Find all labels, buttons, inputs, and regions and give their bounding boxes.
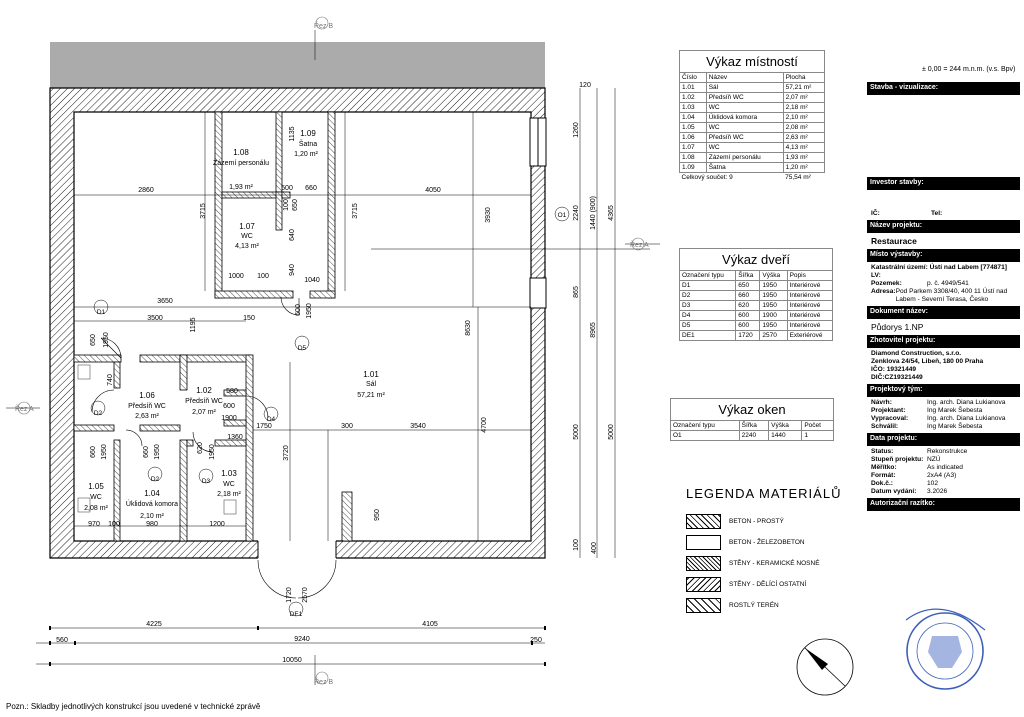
room-area: 2,18 m² <box>217 491 241 498</box>
site-body: Katastrální území: Ústí nad Labem [774871] LV: Pozemek: p. č. 4949/541 Adresa: Pod Parkem 3308/40, 400 11 Ústí nad Labem - Severní Terasa, Česko <box>871 264 1008 303</box>
legend-item: STĚNY - DĚLÍCÍ OSTATNÍ <box>686 574 841 595</box>
room-area: 2,07 m² <box>192 409 216 416</box>
svg-text:660: 660 <box>143 446 150 458</box>
section-mark-b-bottom: Řez B <box>314 679 334 686</box>
svg-text:2860: 2860 <box>138 187 154 194</box>
svg-text:100: 100 <box>108 521 120 528</box>
room-id: 1.05 <box>88 482 104 491</box>
legend-item: BETON - ŽELEZOBETON <box>686 532 841 553</box>
site-header: Místo výstavby: <box>867 249 1020 262</box>
room-name: Úklidová komora <box>125 501 179 508</box>
door-tag: D2 <box>93 410 103 417</box>
svg-text:3715: 3715 <box>200 203 207 219</box>
svg-text:560: 560 <box>56 637 68 644</box>
room-name: Předsíň WC <box>128 403 166 410</box>
room-area: 2,10 m² <box>140 513 164 520</box>
svg-text:4105: 4105 <box>422 621 438 628</box>
room-area: 2,63 m² <box>135 413 159 420</box>
svg-text:4050: 4050 <box>425 187 441 194</box>
svg-text:2240: 2240 <box>573 205 580 221</box>
svg-text:970: 970 <box>88 521 100 528</box>
window-schedule: Výkaz oken Označení typu Šířka Výška Počet O1 2240 1440 1 <box>670 398 834 441</box>
svg-text:1040: 1040 <box>304 277 320 284</box>
room-name: Zázemí personálu <box>212 160 270 167</box>
svg-text:250: 250 <box>530 637 542 644</box>
contractor-body: Diamond Construction, s.r.o. Zenklova 24/54, Libeň, 180 00 Praha IČO: 19321449 DIČ:CZ19321449 <box>871 350 984 381</box>
room-schedule-title: Výkaz místností <box>679 50 825 72</box>
dimension-texts <box>56 82 591 664</box>
section-mark-a-right: Řez A <box>630 242 649 249</box>
investor-body: IČ: Tel: <box>871 210 943 217</box>
document-header: Dokument název: <box>867 306 1020 319</box>
svg-text:1360: 1360 <box>227 434 243 441</box>
stavba-header: Stavba - vizualizace: <box>867 82 1020 95</box>
section-mark-b-top: Řez B <box>314 23 334 30</box>
section-mark-a-left: Řez A <box>15 406 34 413</box>
svg-text:1260: 1260 <box>573 122 580 138</box>
svg-text:660: 660 <box>305 185 317 192</box>
room-area: 57,21 m² <box>357 392 385 399</box>
room-id: 1.04 <box>144 489 160 498</box>
svg-text:500: 500 <box>281 185 293 192</box>
room-name: Sál <box>365 381 377 388</box>
door-tag: DE1 <box>289 611 303 618</box>
room-id: 1.09 <box>300 129 316 138</box>
svg-text:3715: 3715 <box>352 203 359 219</box>
svg-text:1750: 1750 <box>256 423 272 430</box>
svg-text:650: 650 <box>292 199 299 211</box>
project-header: Název projektu: <box>867 220 1020 233</box>
svg-text:400: 400 <box>591 542 598 554</box>
svg-text:5000: 5000 <box>608 424 615 440</box>
svg-text:650: 650 <box>90 334 97 346</box>
room-name: Předsíň WC <box>185 398 223 405</box>
door-schedule: Výkaz dveří Označení typu Šířka Výška Popis D1 650 1950 Interiérové D2 660 1950 Interiérové D3 620 1950 Interiérové D4 600 1900 Interiérové D5 600 1950 Interiérové DE1 1720 2570 Exteriérové <box>679 248 833 341</box>
room-id: 1.07 <box>239 222 255 231</box>
svg-text:300: 300 <box>341 423 353 430</box>
svg-text:8965: 8965 <box>590 322 597 338</box>
svg-text:1200: 1200 <box>209 521 225 528</box>
room-name: WC <box>241 233 253 240</box>
svg-text:1720: 1720 <box>286 587 293 603</box>
svg-text:580: 580 <box>226 388 238 395</box>
room-id: 1.06 <box>139 391 155 400</box>
door-schedule-title: Výkaz dveří <box>679 248 833 270</box>
svg-text:1950: 1950 <box>101 444 108 460</box>
stavba-body <box>867 95 1020 177</box>
door-tag: D5 <box>297 345 307 352</box>
svg-text:3500: 3500 <box>147 315 163 322</box>
legend-title: LEGENDA MATERIÁLŮ <box>686 486 842 501</box>
room-id: 1.03 <box>221 469 237 478</box>
svg-text:640: 640 <box>289 229 296 241</box>
team-header: Projektový tým: <box>867 384 1020 397</box>
legend-item: BETON - PROSTÝ <box>686 511 841 532</box>
svg-text:950: 950 <box>374 509 381 521</box>
svg-text:940: 940 <box>289 264 296 276</box>
door-tag: D3 <box>201 478 211 485</box>
door-tag: D1 <box>96 309 106 316</box>
svg-text:120: 120 <box>579 82 591 89</box>
room-area: 1,93 m² <box>229 184 253 191</box>
svg-text:1950: 1950 <box>209 444 216 460</box>
svg-text:600: 600 <box>223 403 235 410</box>
svg-text:1195: 1195 <box>190 317 197 333</box>
room-area: 1,20 m² <box>294 151 318 158</box>
door-tag: D2 <box>150 476 160 483</box>
room-area: 4,13 m² <box>235 243 259 250</box>
room-labels <box>84 129 385 520</box>
door-tag: D4 <box>266 416 276 423</box>
stamp-header: Autorizační razítko: <box>867 498 1020 511</box>
svg-text:2570: 2570 <box>302 587 309 603</box>
svg-text:600: 600 <box>295 304 302 316</box>
svg-text:1135: 1135 <box>289 126 296 142</box>
svg-text:100: 100 <box>573 539 580 551</box>
svg-text:100: 100 <box>283 199 290 211</box>
svg-text:1440 (900): 1440 (900) <box>590 196 597 230</box>
svg-text:5000: 5000 <box>573 424 580 440</box>
svg-text:3540: 3540 <box>410 423 426 430</box>
svg-text:3650: 3650 <box>157 298 173 305</box>
svg-text:10050: 10050 <box>282 657 302 664</box>
svg-text:9240: 9240 <box>294 636 310 643</box>
north-arrow-icon <box>797 639 853 695</box>
svg-text:865: 865 <box>573 286 580 298</box>
footnote: Pozn.: Skladby jednotlivých konstrukcí jsou uvedené v technické zprávě <box>6 702 261 711</box>
svg-text:620: 620 <box>197 442 204 454</box>
legend-item: ROSTLÝ TERÉN <box>686 595 841 616</box>
svg-text:1000: 1000 <box>228 273 244 280</box>
svg-text:1950: 1950 <box>306 303 313 319</box>
terrain-area <box>50 42 545 88</box>
window-schedule-title: Výkaz oken <box>670 398 834 420</box>
room-id: 1.02 <box>196 386 212 395</box>
svg-text:3720: 3720 <box>283 445 290 461</box>
svg-text:100: 100 <box>257 273 269 280</box>
svg-text:740: 740 <box>107 374 114 386</box>
window-tag: O1 <box>557 212 567 219</box>
room-name: Šatna <box>298 141 318 148</box>
svg-text:1950: 1950 <box>103 332 110 348</box>
contractor-header: Zhotovitel projektu: <box>867 335 1020 348</box>
svg-text:4365: 4365 <box>608 205 615 221</box>
svg-text:3930: 3930 <box>485 207 492 223</box>
data-body: Status: Rekonstrukce Stupeň projektu: NZÚ Měřítko: As indicated Formát: 2xA4 (A3) Dok.č.: 102 Datum vydání: 3.2026 <box>871 448 968 495</box>
project-name: Restaurace <box>871 236 917 246</box>
team-body: Návrh: Ing. arch. Diana Lukianova Projektant: Ing Marek Šebesta Vypracoval: Ing. arch. Diana Lukianova Schválil: Ing Marek Šebesta <box>871 399 1006 430</box>
room-id: 1.01 <box>363 370 379 379</box>
svg-text:4225: 4225 <box>146 621 162 628</box>
elevation-note: ± 0,00 = 244 m.n.m. (v.s. Bpv) <box>922 66 1016 73</box>
data-header: Data projektu: <box>867 433 1020 446</box>
svg-text:1900: 1900 <box>221 415 237 422</box>
document-name: Půdorys 1.NP <box>871 322 924 332</box>
legend-item: STĚNY - KERAMICKÉ NOSNÉ <box>686 553 841 574</box>
svg-text:150: 150 <box>243 315 255 322</box>
svg-text:8630: 8630 <box>465 320 472 336</box>
svg-text:660: 660 <box>90 446 97 458</box>
room-name: WC <box>223 481 235 488</box>
svg-text:1950: 1950 <box>154 444 161 460</box>
svg-text:980: 980 <box>146 521 158 528</box>
materials-legend <box>686 486 841 616</box>
room-name: WC <box>90 494 102 501</box>
room-schedule: Výkaz místností Číslo Název Plocha 1.01 Sál 57,21 m² 1.02 Předsíň WC 2,07 m² 1.03 WC 2,18 m² 1.04 Úklidová komora 2,10 m² 1.05 WC 2,08 m² 1.06 Předsíň WC 2,63 m² 1.07 WC 4,13 m² 1.08 Zázemí personálu 1,93 m² 1.09 Šatna 1,20 m² Celkový součet: 9 75,54 m² <box>679 50 825 182</box>
svg-text:4700: 4700 <box>481 417 488 433</box>
investor-header: Investor stavby: <box>867 177 1020 190</box>
room-area: 2,08 m² <box>84 505 108 512</box>
room-id: 1.08 <box>233 148 249 157</box>
authorization-stamp <box>906 609 985 689</box>
title-block <box>867 82 1020 511</box>
